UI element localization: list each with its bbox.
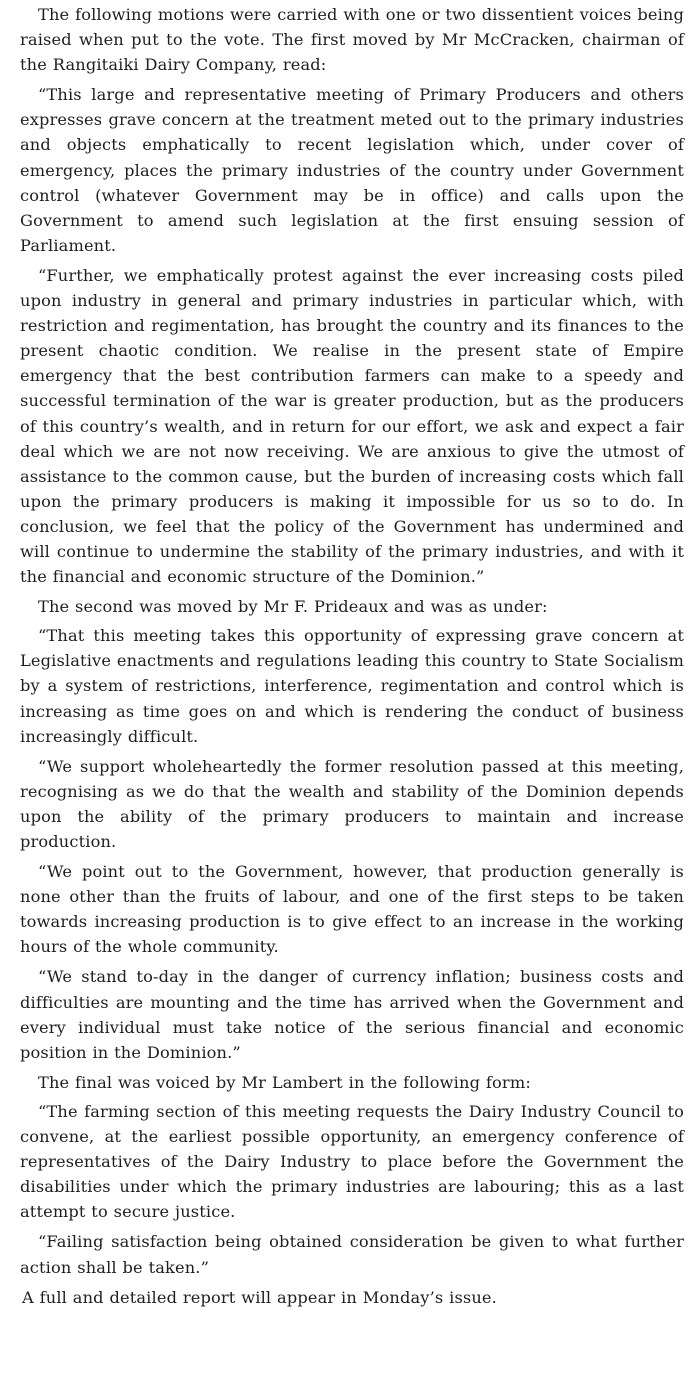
third-motion-paragraph-2: “Failing satisfaction being obtained consideration be given to what further action shall be taken.” (20, 1232, 684, 1277)
second-motion-paragraph-2: “We support wholeheartedly the former resolution passed at this meeting, recognising as we do that the wealth and stability of the Dominion depends upon the ability of the primary producers to maintain and increase production. (20, 756, 684, 851)
second-motion-intro: The second was moved by Mr F. Prideaux and was as under: (38, 597, 548, 617)
lead-paragraph: The following motions were carried with one or two dissentient voices being raised when put to the vote. The first moved by Mr McCracken, chairman of the Rangitaiki Dairy Company, read: (20, 5, 684, 75)
third-motion-paragraph-1: “The farming section of this meeting requests the Dairy Industry Council to convene, at the earliest possible opportunity, an emergency conference of representatives of the Dairy Industry to place before the Government the disabilities under which the primary industries are labouring; this as a last attempt to secure justice. (20, 1101, 684, 1222)
first-motion-paragraph-1: “This large and representative meeting of Primary Producers and others expresses grave concern at the treatment meted out to the primary industries and objects emphatically to recent legislation which, under cover of emergency, places the primary industries of the country under Government control (whatever Government may be in office) and calls upon the Government to amend such legislation at the first ensuing session of Parliament. (20, 85, 684, 255)
second-motion-paragraph-1: “That this meeting takes this opportunity of expressing grave concern at Legislative enactments and regulations leading this country to State Socialism by a system of restrictions, interference, regimentation and control which is increasing as time goes on and which is rendering the conduct of business increasingly difficult. (20, 626, 684, 746)
article-column (20, 2, 684, 1315)
second-motion-paragraph-3: “We point out to the Government, however, that production generally is none other than the fruits of labour, and one of the first steps to be taken towards increasing production is to give effect to an increase in the working hours of the whole community. (20, 862, 684, 957)
first-motion-paragraph-2: “Further, we emphatically protest against the ever increasing costs piled upon industry in general and primary industries in particular which, with restriction and regimentation, has brought the country and its finances to the present chaotic condition. We realise in the present state of Empire emergency that the best contribution farmers can make to a speedy and successful termination of the war is greater production, but as the producers of this country’s wealth, and in return for our effort, we ask and expect a fair deal which we are not now receiving. We are anxious to give the utmost of assistance to the common cause, but the burden of increasing costs which fall upon the primary producers is making it impossible for us so to do. In conclusion, we feel that the policy of the Government has undermined and will continue to undermine the stability of the primary industries, and with it the financial and economic structure of the Dominion.” (20, 265, 684, 587)
third-motion-intro: The final was voiced by Mr Lambert in the following form: (38, 1072, 531, 1092)
closing-note: A full and detailed report will appear in Monday’s issue. (22, 1287, 497, 1307)
second-motion-paragraph-4: “We stand to-day in the danger of currency inflation; business costs and difficulties are mounting and the time has arrived when the Government and every individual must take notice of the serious financial and economic position in the Dominion.” (20, 967, 684, 1062)
